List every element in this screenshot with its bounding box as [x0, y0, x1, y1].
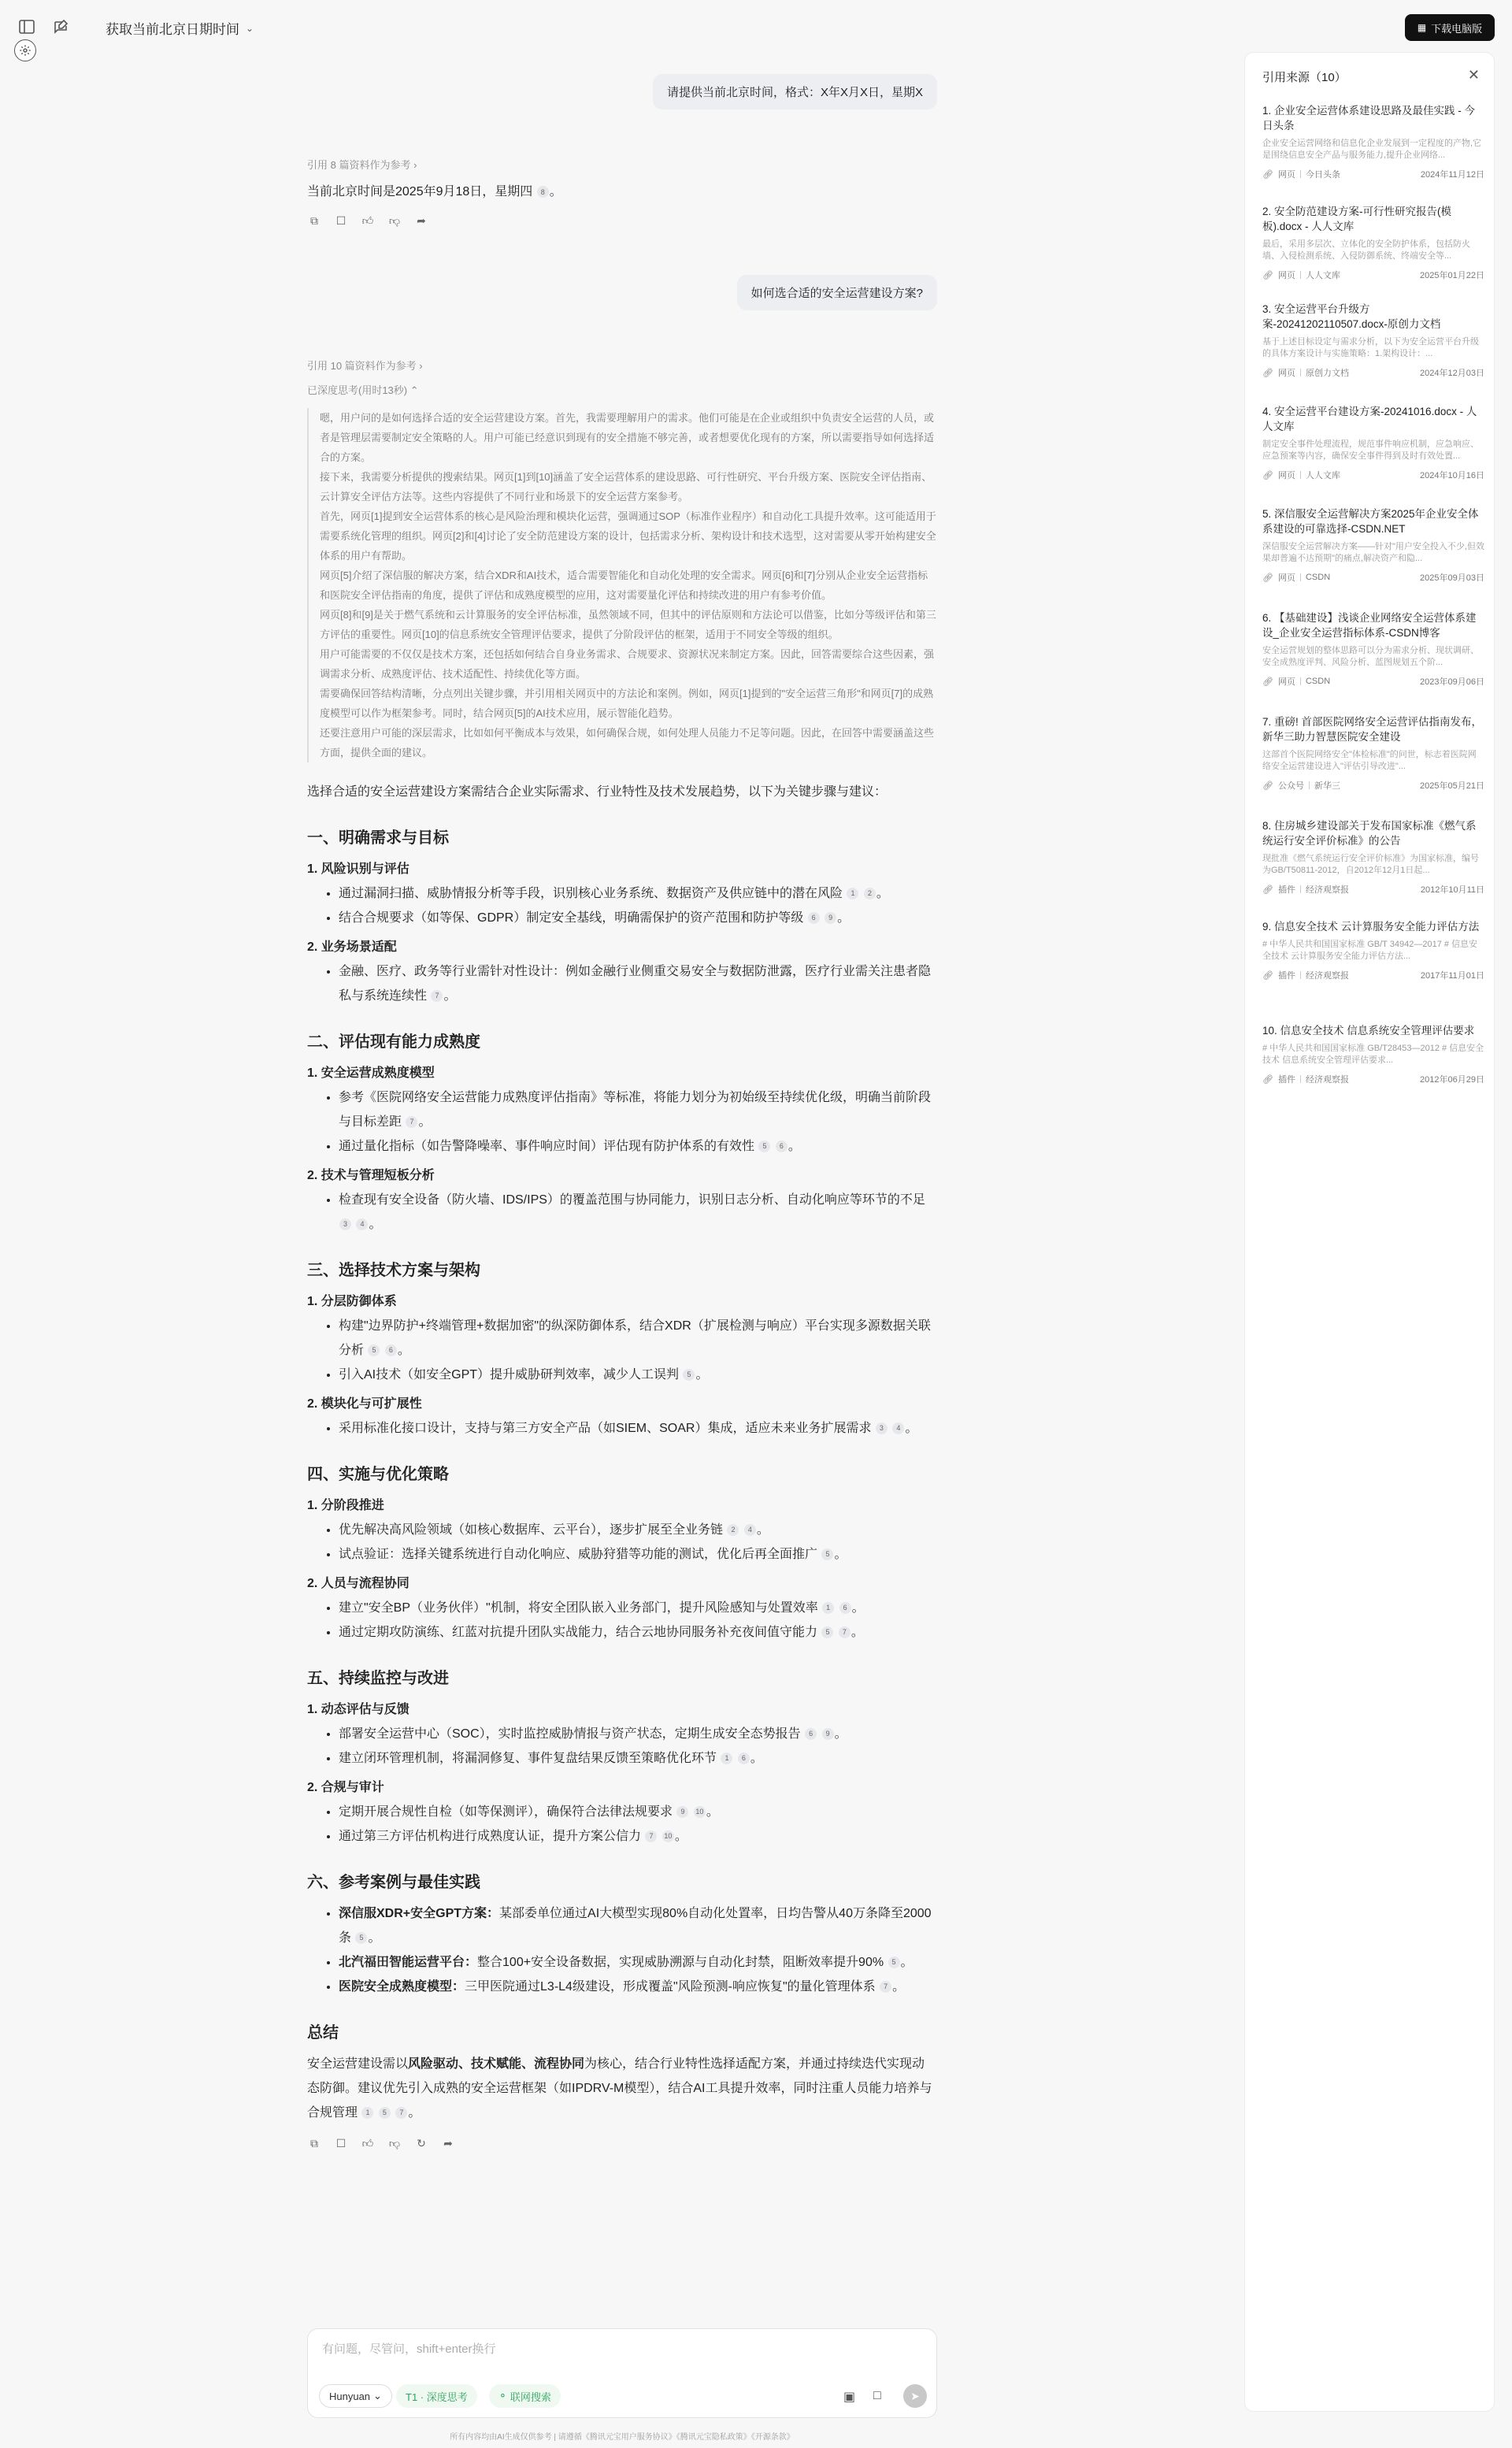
- citation-badge[interactable]: 5: [758, 1141, 770, 1152]
- references-link-1[interactable]: 引用 8 篇资料作为参考 ›: [307, 159, 417, 171]
- citation-badge[interactable]: 5: [683, 1369, 695, 1381]
- citation-badge[interactable]: 3: [339, 1218, 351, 1230]
- sidebar-toggle-icon[interactable]: [17, 17, 36, 36]
- list-item: • 构建"边界防护+终端管理+数据加密"的纵深防御体系，结合XDR（扩展检测与响应）平台实现多源数据关联分析 5 6 。: [339, 1314, 937, 1363]
- divider: [1300, 271, 1301, 279]
- citation-badge[interactable]: 6: [385, 1345, 397, 1356]
- bullet-list: [339, 1722, 937, 1771]
- thumbs-down-icon[interactable]: 👎︎: [388, 213, 401, 227]
- citation-badge[interactable]: 1: [847, 888, 858, 899]
- source-item[interactable]: [1262, 919, 1484, 981]
- summary-citations: [361, 2106, 408, 2120]
- share-icon[interactable]: ➦: [443, 2136, 453, 2149]
- list-item-text: 通过第三方评估机构进行成熟度认证，提升方案公信力: [339, 1830, 642, 1843]
- list-item-text: 定期开展合规性自检（如等保测评），确保符合法律法规要求: [339, 1805, 673, 1819]
- list-item: • 部署安全运营中心（SOC），实时监控威胁情报与资产状态，定期生成安全态势报告 6 9 。: [339, 1722, 937, 1746]
- source-title[interactable]: 8. 住房城乡建设部关于发布国家标准《燃气系统运行安全评价标准》的公告: [1262, 820, 1477, 847]
- settings-gear-icon[interactable]: [14, 39, 36, 61]
- subsection-heading: 1. 安全运营成熟度模型: [307, 1066, 435, 1080]
- source-site: 今日头条: [1305, 170, 1340, 180]
- send-button[interactable]: ➤: [903, 2384, 927, 2408]
- citation-badge[interactable]: 5: [821, 1549, 833, 1560]
- chat-input[interactable]: 有问题，尽管问，shift+enter换行: [322, 2342, 496, 2356]
- case-label: 深信服XDR+安全GPT方案：: [339, 1907, 500, 1920]
- deep-think-toggle-chip[interactable]: [396, 2384, 477, 2408]
- list-item-text: 建立闭环管理机制，将漏洞修复、事件复盘结果反馈至策略优化环节: [339, 1752, 717, 1765]
- section-heading: 四、实施与优化策略: [307, 1466, 449, 1483]
- case-label: 北汽福田智能运营平台：: [339, 1956, 478, 1969]
- case-item: • 北汽福田智能运营平台：整合100+安全设备数据，实现威胁溯源与自动化封禁，阻断效率提升90% 5 。: [339, 1950, 937, 1975]
- citation-badge[interactable]: 7: [645, 1830, 657, 1842]
- source-meta: [1262, 571, 1484, 584]
- source-snippet: 深信服安全运营解决方案——针对"用户安全投入不少,但效果却普遍不达预期"的痛点,解决资产和隐...: [1262, 542, 1484, 563]
- chat-title[interactable]: [106, 18, 254, 38]
- share-icon[interactable]: ➦: [417, 213, 426, 227]
- source-meta: [1262, 469, 1484, 481]
- source-title[interactable]: 9. 信息安全技术 云计算服务安全能力评估方法: [1262, 921, 1480, 933]
- user-message-2: 如何选合适的安全运营建设方案?: [737, 275, 937, 310]
- deep-think-content: [307, 408, 937, 762]
- list-item: • 通过第三方评估机构进行成熟度认证，提升方案公信力 7 10 。: [339, 1824, 937, 1849]
- list-item-text: 金融、医疗、政务等行业需针对性设计：例如金融行业侧重交易安全与数据防泄露，医疗行业需关注患者隐私与系统连续性: [339, 965, 932, 1003]
- source-date: 2023年09月06日: [1420, 677, 1484, 687]
- citation-badge[interactable]: 3: [876, 1422, 888, 1434]
- source-site: CSDN: [1305, 573, 1331, 582]
- source-type: 网页: [1277, 573, 1295, 583]
- source-date: 2017年11月01日: [1420, 971, 1484, 981]
- source-title[interactable]: 6. 【基础建设】浅谈企业网络安全运营体系建设_企业安全运营指标体系-CSDN博客: [1262, 612, 1477, 639]
- deep-think-paragraph: 用户可能需要的不仅仅是技术方案，还包括如何结合自身业务需求、合规要求、资源状况来制定方案。因此，回答需要综合这些因素，强调需求分析、成熟度评估、技术适配性、持续优化等方面。: [320, 648, 935, 680]
- thumbs-down-icon[interactable]: 👎︎: [388, 2136, 401, 2149]
- citation-badge[interactable]: 10: [694, 1806, 706, 1818]
- deep-think-paragraph: 首先，网页[1]提到安全运营体系的核心是风险治理和模块化运营，强调通过SOP（标准作业程序）和自动化工具提升效率。这可能适用于需要系统化管理的组织。网页[2]和[4]讨论了安全防范建设方案的设计，包括需求分析、架构设计和技术选型，这对需要从零开始构建安全体系的用户有帮助。: [320, 510, 936, 562]
- source-title[interactable]: 10. 信息安全技术 信息系统安全管理评估要求: [1262, 1025, 1475, 1037]
- assistant-answer-2: [307, 780, 937, 2125]
- section-heading: 三、选择技术方案与架构: [307, 1262, 480, 1279]
- case-text: 某部委单位通过AI大模型实现80%自动化处置率，日均告警从40万条降至2000条: [339, 1907, 932, 1945]
- list-item: • 检查现有安全设备（防火墙、IDS/IPS）的覆盖范围与协同能力，识别日志分析、自动化响应等环节的不足 3 4 。: [339, 1188, 937, 1237]
- copy-icon[interactable]: ⧉: [310, 213, 318, 227]
- citation-badge[interactable]: 1: [721, 1753, 732, 1764]
- source-type: 插件: [1277, 971, 1295, 981]
- globe-icon: ⚬: [498, 2390, 507, 2402]
- citation-badge[interactable]: 5: [888, 1957, 900, 1968]
- source-meta: [1262, 168, 1484, 180]
- source-item[interactable]: [1262, 610, 1484, 688]
- source-snippet: 制定安全事件处理流程，规范事件响应机制，应急响应、应急预案等内容，确保安全事件得到及时有效处置...: [1262, 440, 1479, 461]
- source-snippet: 安全运营规划的整体思路可以分为需求分析、现状调研、安全成熟度评判、风险分析、蓝图规划五个阶...: [1262, 646, 1479, 667]
- link-icon: 🔗︎: [1262, 970, 1273, 981]
- citation-badge[interactable]: 7: [839, 1626, 850, 1638]
- source-site: 人人文库: [1305, 471, 1340, 480]
- deep-think-paragraph: 网页[5]介绍了深信服的解决方案，结合XDR和AI技术，适合需要智能化和自动化处理的安全需求。网页[6]和[7]分别从企业安全运营指标和医院安全评估指南的角度，提供了评估和成熟度模型的应用，这对需要量化评估和持续改进的用户有参考价值。: [320, 569, 928, 601]
- bullet-list: [339, 1188, 937, 1237]
- case-label: 医院安全成熟度模型：: [339, 1980, 465, 1994]
- new-chat-icon[interactable]: [52, 17, 71, 36]
- source-item[interactable]: [1262, 714, 1484, 792]
- source-item[interactable]: [1262, 1023, 1484, 1085]
- model-selector[interactable]: [319, 2384, 392, 2408]
- deep-think-paragraph: 接下来，我需要分析提供的搜索结果。网页[1]到[10]涵盖了安全运营体系的建设思路、可行性研究、平台升级方案、医院安全评估指南、云计算安全评估方法等。这些内容提供了不同行业和场景下的安全运营方案参考。: [320, 471, 932, 503]
- list-item: • 金融、医疗、政务等行业需针对性设计：例如金融行业侧重交易安全与数据防泄露，医疗行业需关注患者隐私与系统连续性 7 。: [339, 959, 937, 1008]
- source-title[interactable]: 2. 安全防范建设方案-可行性研究报告(模板).docx - 人人文库: [1262, 206, 1452, 232]
- citation-badge[interactable]: 5: [379, 2107, 391, 2119]
- subsection-heading: 1. 动态评估与反馈: [307, 1703, 410, 1716]
- citation-badge[interactable]: 6: [808, 912, 820, 924]
- source-site: 人人文库: [1305, 271, 1340, 280]
- subsection-heading: 2. 合规与审计: [307, 1781, 384, 1794]
- deep-think-label: 已深度思考(用时13秒): [307, 384, 408, 396]
- chat-title-text: 获取当前北京日期时间: [106, 22, 239, 37]
- divider: [1300, 971, 1301, 979]
- case-item: • 医院安全成熟度模型：三甲医院通过L3-L4级建设，形成覆盖"风险预测-响应恢复"的量化管理体系 7 。: [339, 1975, 937, 1999]
- section-heading: 一、明确需求与目标: [307, 829, 449, 847]
- list-item: • 试点验证：选择关键系统进行自动化响应、威胁狩猎等功能的测试，优化后再全面推广 5 。: [339, 1542, 937, 1567]
- file-upload-icon[interactable]: □: [873, 2389, 881, 2402]
- deep-think-chip-label: T1 · 深度思考: [406, 2391, 468, 2403]
- source-date: 2025年05月21日: [1420, 781, 1484, 791]
- thumbs-up-icon[interactable]: 👍︎: [361, 213, 374, 227]
- divider: [1309, 781, 1310, 789]
- divider: [1300, 1075, 1301, 1083]
- model-name: Hunyuan: [329, 2390, 371, 2402]
- chat-input-box: [307, 2328, 937, 2418]
- citation-badge[interactable]: 2: [727, 1524, 739, 1536]
- list-item: • 定期开展合规性自检（如等保测评），确保符合法律法规要求 9 10 。: [339, 1800, 937, 1824]
- source-title[interactable]: 3. 安全运营平台升级方案-20241202110507.docx-原创力文档: [1262, 303, 1441, 330]
- citation-badge[interactable]: 4: [744, 1524, 756, 1536]
- source-snippet: 这部首个医院网络安全"体检标准"的问世，标志着医院网络安全运营建设进入"评估引导改进"...: [1262, 750, 1477, 771]
- citation-badge[interactable]: 6: [839, 1602, 851, 1614]
- link-icon: 🔗︎: [1262, 677, 1273, 687]
- subsection-heading: 2. 人员与流程协同: [307, 1577, 410, 1590]
- citation-badge[interactable]: 1: [361, 2107, 373, 2119]
- divider: [1300, 885, 1301, 893]
- citation-badge[interactable]: 5: [355, 1932, 367, 1944]
- bookmark-icon[interactable]: ☐: [335, 213, 346, 227]
- subsection-heading: 1. 分阶段推进: [307, 1499, 384, 1512]
- list-item-text: 参考《医院网络安全运营能力成熟度评估指南》等标准，将能力划分为初始级至持续优化级，明确当前阶段与目标差距: [339, 1091, 932, 1129]
- list-item-text: 优先解决高风险领域（如核心数据库、云平台），逐步扩展至全业务链: [339, 1523, 724, 1537]
- list-item: • 通过漏洞扫描、威胁情报分析等手段，识别核心业务系统、数据资产及供应链中的潜在风险 1 2 。: [339, 881, 937, 906]
- deep-think-toggle[interactable]: 已深度思考(用时13秒) ⌃: [307, 384, 419, 396]
- source-site: CSDN: [1305, 677, 1331, 686]
- references-link-2[interactable]: 引用 10 篇资料作为参考 ›: [307, 360, 423, 372]
- download-desktop-button[interactable]: [1405, 14, 1495, 41]
- citation-badge[interactable]: 5: [368, 1345, 380, 1356]
- bullet-list: [339, 959, 937, 1008]
- web-search-label: 联网搜索: [510, 2391, 551, 2403]
- source-item[interactable]: [1262, 506, 1484, 584]
- citation-badge[interactable]: 8: [537, 186, 549, 198]
- list-item-text: 检查现有安全设备（防火墙、IDS/IPS）的覆盖范围与协同能力，识别日志分析、自动化响应等环节的不足: [339, 1193, 925, 1207]
- summary-bold: 风险驱动、技术赋能、流程协同: [408, 2057, 585, 2071]
- list-item: • 通过量化指标（如告警降噪率、事件响应时间）评估现有防护体系的有效性 5 6 。: [339, 1134, 937, 1159]
- source-date: 2025年09月03日: [1420, 573, 1484, 583]
- link-icon: 🔗︎: [1262, 169, 1273, 180]
- citation-badge[interactable]: 10: [662, 1830, 674, 1842]
- list-item-text: 建立"安全BP（业务伙伴）"机制，将安全团队嵌入业务部门，提升风险感知与处置效率: [339, 1601, 818, 1615]
- citation-badge[interactable]: 6: [776, 1141, 788, 1152]
- deep-think-paragraph: 还要注意用户可能的深层需求，比如如何平衡成本与效果，如何确保合规，如何处理人员能力不足等问题。因此，在回答中需要涵盖这些方面，提供全面的建议。: [320, 727, 935, 759]
- section-heading: 二、评估现有能力成熟度: [307, 1033, 480, 1051]
- source-date: 2024年11月12日: [1420, 170, 1484, 180]
- source-snippet: 企业安全运营网络和信息化企业发展到一定程度的产物,它是围绕信息安全产品与服务能力,提升企业网络...: [1262, 139, 1482, 160]
- cases-list: [339, 1901, 937, 1999]
- citation-badge[interactable]: 5: [821, 1626, 833, 1638]
- source-date: 2012年10月11日: [1420, 885, 1484, 895]
- divider: [1300, 369, 1301, 376]
- citation-badge[interactable]: 9: [822, 1728, 834, 1740]
- list-item-text: 试点验证：选择关键系统进行自动化响应、威胁狩猎等功能的测试，优化后再全面推广: [339, 1548, 818, 1561]
- citation-badge[interactable]: 9: [825, 912, 836, 924]
- message-actions: [307, 213, 937, 228]
- source-type: 网页: [1277, 170, 1295, 180]
- bullet-list: [339, 1314, 937, 1387]
- source-type: 插件: [1277, 885, 1295, 895]
- user-message-row: [307, 275, 937, 310]
- references-text: 引用 10 篇资料作为参考: [307, 360, 417, 372]
- link-icon: 🔗︎: [1262, 573, 1273, 583]
- list-item: • 参考《医院网络安全运营能力成熟度评估指南》等标准，将能力划分为初始级至持续优化级，明确当前阶段与目标差距 7 。: [339, 1085, 937, 1134]
- copy-icon[interactable]: ⧉: [310, 2136, 318, 2149]
- source-snippet: # 中华人民共和国国家标准 GB/T 34942—2017 # 信息安全技术 云计算服务安全能力评估方法...: [1262, 940, 1478, 961]
- divider: [1300, 170, 1301, 178]
- source-meta: [1262, 675, 1484, 688]
- source-meta: [1262, 1073, 1484, 1085]
- user-message-1: 请提供当前北京时间，格式：X年X月X日，星期X: [653, 74, 937, 109]
- citation-badge[interactable]: 9: [676, 1806, 688, 1818]
- footer-disclaimer: 所有内容均由AI生成仅供参考 | 请遵循《腾讯元宝用户服务协议》《腾讯元宝隐私政策》《开源条款》: [450, 2433, 795, 2442]
- source-snippet: 基于上述目标设定与需求分析，以下为安全运营平台升级的具体方案设计与实施策略：1.架构设计：...: [1262, 337, 1479, 358]
- citation-badge[interactable]: 2: [864, 888, 876, 899]
- summary-pre: 安全运营建设需以: [307, 2057, 409, 2071]
- list-item-text: 通过漏洞扫描、威胁情报分析等手段，识别核心业务系统、数据资产及供应链中的潜在风险: [339, 887, 843, 900]
- references-text: 引用 8 篇资料作为参考: [307, 159, 411, 171]
- source-item[interactable]: [1262, 818, 1484, 896]
- link-icon: 🔗︎: [1262, 270, 1273, 280]
- list-item-text: 通过量化指标（如告警降噪率、事件响应时间）评估现有防护体系的有效性: [339, 1140, 755, 1153]
- deep-think-paragraph: 网页[8]和[9]是关于燃气系统和云计算服务的安全评估标准，虽然领域不同，但其中的评估原则和方法论可以借鉴，比如分等级评估和第三方评估的重要性。网页[10]的信息系统安全管理评估要求，提供了分阶段评估的框架，适用于不同安全等级的组织。: [320, 609, 936, 640]
- link-icon: 🔗︎: [1262, 781, 1273, 791]
- source-site: 原创力文档: [1305, 369, 1349, 378]
- bullet-list: [339, 1596, 937, 1645]
- answer-sections: [307, 826, 937, 1849]
- summary-heading: 总结: [307, 2024, 339, 2042]
- chevron-down-icon: ⌄: [246, 22, 254, 34]
- message-actions-2: [307, 2136, 937, 2150]
- source-date: 2025年01月22日: [1420, 271, 1484, 280]
- source-item[interactable]: [1262, 404, 1484, 481]
- list-item: • 建立"安全BP（业务伙伴）"机制，将安全团队嵌入业务部门，提升风险感知与处置效率 1 6 。: [339, 1596, 937, 1620]
- sources-panel: [1244, 52, 1495, 2412]
- source-date: 2024年12月03日: [1420, 369, 1484, 378]
- citation-badge[interactable]: 7: [880, 1981, 891, 1993]
- assistant-answer-1: 当前北京时间是2025年9月18日，星期四 8 。: [307, 185, 562, 198]
- source-date: 2012年06月29日: [1420, 1075, 1484, 1085]
- subsection-heading: 2. 技术与管理短板分析: [307, 1169, 435, 1182]
- bullet-list: [339, 1416, 937, 1441]
- source-item[interactable]: [1262, 302, 1484, 379]
- subsection-heading: 1. 分层防御体系: [307, 1295, 397, 1308]
- chevron-down-icon: ⌄: [373, 2390, 382, 2402]
- link-icon: 🔗︎: [1262, 368, 1273, 378]
- summary-paragraph: 安全运营建设需以风险驱动、技术赋能、流程协同为核心，结合行业特性选择适配方案，并通过持续迭代实现动态防御。建议优先引入成熟的安全运营框架（如IPDRV-M模型），结合AI工具提升效率，同时注重人员能力培养与合规管理 1 5 7 。: [307, 2057, 932, 2120]
- cases-heading: 六、参考案例与最佳实践: [307, 1874, 480, 1891]
- source-snippet: # 中华人民共和国国家标准 GB/T28453—2012 # 信息安全技术 信息系统安全管理评估要求...: [1262, 1044, 1484, 1065]
- link-icon: 🔗︎: [1262, 470, 1273, 480]
- source-date: 2024年10月16日: [1420, 471, 1484, 480]
- sources-title: 引用来源（10）: [1262, 71, 1347, 84]
- citation-badge[interactable]: 7: [395, 2107, 407, 2119]
- source-site: 经济观察报: [1305, 1075, 1349, 1085]
- web-search-toggle[interactable]: [489, 2384, 561, 2408]
- citation-badge[interactable]: 7: [431, 990, 443, 1002]
- bullet-list: [339, 881, 937, 930]
- case-item: • 深信服XDR+安全GPT方案：某部委单位通过AI大模型实现80%自动化处置率，日均告警从40万条降至2000条 5 。: [339, 1901, 937, 1950]
- answer-text: 当前北京时间是2025年9月18日，星期四: [307, 185, 533, 198]
- source-site: 经济观察报: [1305, 971, 1349, 981]
- citation-badge[interactable]: 4: [892, 1422, 904, 1434]
- source-snippet: 现批准《燃气系统运行安全评价标准》为国家标准，编号为GB/T50811-2012，自2012年12月1日起...: [1262, 854, 1479, 875]
- source-title[interactable]: 5. 深信服安全运营解决方案2025年企业安全体系建设的可靠选择-CSDN.NET: [1262, 508, 1479, 535]
- source-title[interactable]: 7. 重磅! 首部医院网络安全运营评估指南发布，新华三助力智慧医院安全建设: [1262, 716, 1483, 743]
- list-item-text: 结合合规要求（如等保、GDPR）制定安全基线，明确需保护的资产范围和防护等级: [339, 911, 804, 925]
- divider: [1300, 573, 1301, 581]
- bullet-list: [339, 1800, 937, 1849]
- subsection-heading: 1. 风险识别与评估: [307, 862, 410, 876]
- citation-badge[interactable]: 4: [356, 1218, 368, 1230]
- divider: [1300, 471, 1301, 479]
- bookmark-icon[interactable]: ☐: [335, 2136, 346, 2149]
- list-item-text: 部署安全运营中心（SOC），实时监控威胁情报与资产状态，定期生成安全态势报告: [339, 1727, 801, 1741]
- list-item: • 引入AI技术（如安全GPT）提升威胁研判效率，减少人工误判 5 。: [339, 1363, 937, 1387]
- list-item: • 建立闭环管理机制，将漏洞修复、事件复盘结果反馈至策略优化环节 1 6 。: [339, 1746, 937, 1771]
- list-item: • 优先解决高风险领域（如核心数据库、云平台），逐步扩展至全业务链 2 4 。: [339, 1518, 937, 1542]
- deep-think-paragraph: 嗯，用户问的是如何选择合适的安全运营建设方案。首先，我需要理解用户的需求。他们可能是在企业或组织中负责安全运营的人员，或者是管理层需要制定安全策略的人。用户可能已经意识到现有的安全措施不够完善，或者想要优化现有的方案，所以需要指导如何选择适合的方案。: [320, 412, 935, 463]
- regenerate-icon[interactable]: ↻: [417, 2136, 426, 2149]
- bullet-list: [339, 1085, 937, 1159]
- windows-icon: ▦: [1417, 22, 1427, 33]
- source-type: 网页: [1277, 271, 1295, 280]
- source-meta: [1262, 366, 1484, 379]
- link-icon: 🔗︎: [1262, 885, 1273, 895]
- bullet-list: [339, 1518, 937, 1567]
- subsection-heading: 2. 模块化与可扩展性: [307, 1397, 422, 1411]
- source-type: 公众号: [1277, 781, 1304, 791]
- download-label: 下载电脑版: [1431, 22, 1483, 35]
- list-item-text: 引入AI技术（如安全GPT）提升威胁研判效率，减少人工误判: [339, 1368, 680, 1382]
- top-bar: [0, 0, 1512, 57]
- user-message-row: [307, 74, 937, 109]
- source-meta: [1262, 779, 1484, 792]
- list-item: • 通过定期攻防演练、红蓝对抗提升团队实战能力，结合云地协同服务补充夜间值守能力 5 7 。: [339, 1620, 937, 1645]
- citation-badge[interactable]: 6: [738, 1753, 750, 1764]
- source-meta: [1262, 969, 1484, 981]
- list-item: • 采用标准化接口设计，支持与第三方安全产品（如SIEM、SOAR）集成，适应未来业务扩展需求 3 4 。: [339, 1416, 937, 1441]
- close-icon[interactable]: ✕: [1467, 67, 1480, 83]
- link-icon: 🔗︎: [1262, 1074, 1273, 1085]
- source-snippet: 最后，采用多层次、立体化的安全防护体系，包括防火墙、入侵检测系统、入侵防御系统、终端安全等...: [1262, 239, 1470, 261]
- case-text: 整合100+安全设备数据，实现威胁溯源与自动化封禁，阻断效率提升90%: [477, 1956, 884, 1969]
- list-item-text: 通过定期攻防演练、红蓝对抗提升团队实战能力，结合云地协同服务补充夜间值守能力: [339, 1626, 818, 1639]
- source-item[interactable]: [1262, 204, 1484, 281]
- divider: [1300, 677, 1301, 685]
- list-item: • 结合合规要求（如等保、GDPR）制定安全基线，明确需保护的资产范围和防护等级 6 9 。: [339, 906, 937, 930]
- image-upload-icon[interactable]: ▣: [843, 2391, 856, 2404]
- source-title[interactable]: 1. 企业安全运营体系建设思路及最佳实践 - 今日头条: [1262, 105, 1476, 132]
- source-site: 新华三: [1314, 781, 1340, 791]
- summary-post: 为核心，结合行业特性选择适配方案，并通过持续迭代实现动态防御。建议优先引入成熟的安全运营框架（如IPDRV-M模型），结合AI工具提升效率，同时注重人员能力培养与合规管理: [307, 2057, 932, 2120]
- source-site: 经济观察报: [1305, 885, 1349, 895]
- deep-think-paragraph: 需要确保回答结构清晰，分点列出关键步骤，并引用相关网页中的方法论和案例。例如，网页[1]提到的"安全运营三角形"和网页[7]的成熟度模型可以作为框架参考。同时，结合网页[5]的AI技术应用，展示智能化趋势。: [320, 688, 934, 719]
- citation-badge[interactable]: 6: [805, 1728, 817, 1740]
- citation-badge[interactable]: 7: [406, 1116, 417, 1128]
- case-text: 三甲医院通过L3-L4级建设，形成覆盖"风险预测-响应恢复"的量化管理体系: [465, 1980, 876, 1994]
- thumbs-up-icon[interactable]: 👍︎: [361, 2136, 374, 2149]
- source-item[interactable]: [1262, 103, 1484, 180]
- source-meta: [1262, 883, 1484, 896]
- source-meta: [1262, 269, 1484, 281]
- source-type: 网页: [1277, 677, 1295, 687]
- citation-badge[interactable]: 1: [822, 1602, 834, 1614]
- subsection-heading: 2. 业务场景适配: [307, 940, 397, 954]
- section-heading: 五、持续监控与改进: [307, 1670, 449, 1687]
- list-item-text: 构建"边界防护+终端管理+数据加密"的纵深防御体系，结合XDR（扩展检测与响应）平台实现多源数据关联分析: [339, 1319, 931, 1357]
- source-type: 插件: [1277, 1075, 1295, 1085]
- answer-intro: 选择合适的安全运营建设方案需结合企业实际需求、行业特性及技术发展趋势，以下为关键步骤与建议：: [307, 785, 888, 799]
- list-item-text: 采用标准化接口设计，支持与第三方安全产品（如SIEM、SOAR）集成，适应未来业务扩展需求: [339, 1422, 872, 1435]
- source-type: 网页: [1277, 369, 1295, 378]
- chat-area: [307, 63, 937, 2150]
- source-type: 网页: [1277, 471, 1295, 480]
- source-title[interactable]: 4. 安全运营平台建设方案-20241016.docx - 人人文库: [1262, 406, 1477, 432]
